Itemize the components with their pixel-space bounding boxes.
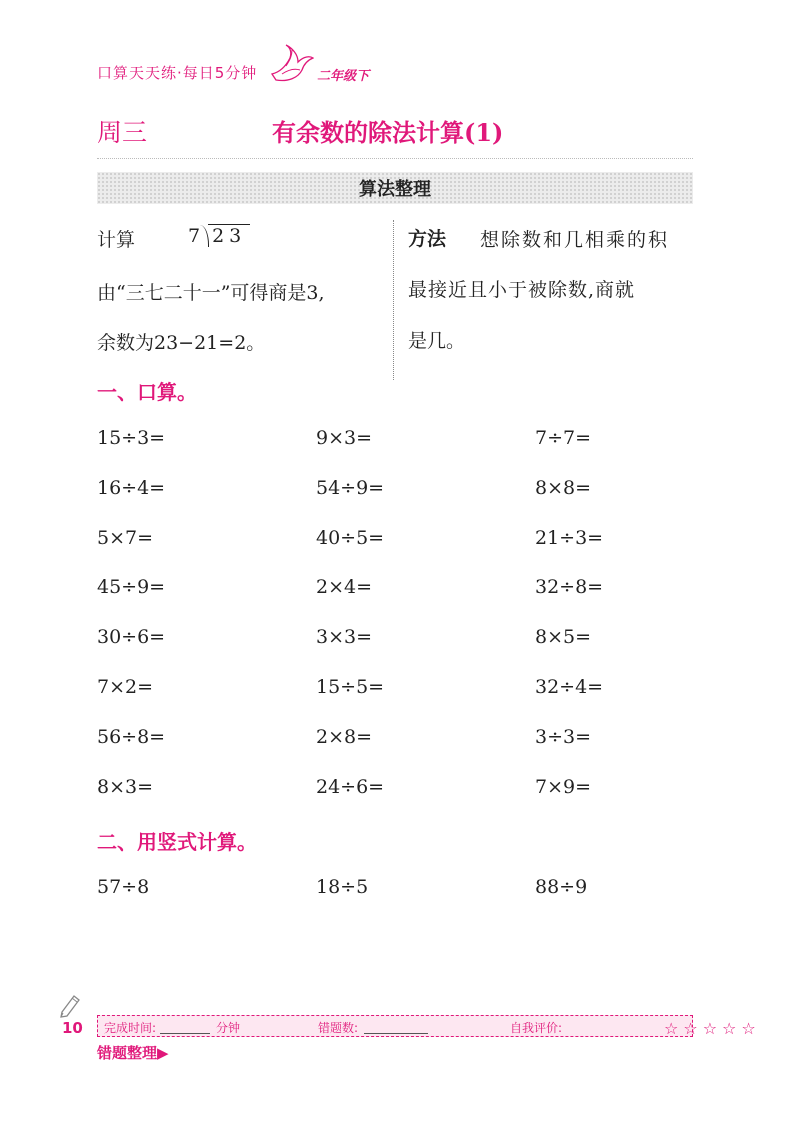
vertical-problem: 57÷8 [97,876,150,898]
divisor: 7 [188,225,201,247]
pencil-icon [58,990,82,1018]
example-line-2: 余数为23−21=2。 [97,332,266,354]
oral-problem: 40÷5= [316,527,385,549]
oral-problem: 8×5= [535,626,592,648]
method-line-1: 想除数和几相乘的积 [480,229,670,251]
oral-problem: 3×3= [316,626,373,648]
oral-problem: 8×3= [97,776,154,798]
division-bracket [200,224,250,247]
example-line-1: 由“三七二十一”可得商是3, [97,282,325,304]
oral-problem: 45÷9= [97,576,166,598]
vertical-problem: 18÷5 [316,876,369,898]
oral-problem: 7÷7= [535,427,592,449]
section-vertical-title: 二、用竖式计算。 [97,830,257,854]
oral-problem: 32÷4= [535,676,604,698]
progress-footer [97,1015,761,1038]
oral-problem: 16÷4= [97,477,166,499]
method-line-3: 是几。 [408,330,466,352]
oral-problem: 2×8= [316,726,373,748]
grade-label: 二年级下 [317,69,370,84]
section-oral-title: 一、口算。 [97,380,197,404]
column-divider [393,220,394,380]
oral-problem: 56÷8= [97,726,166,748]
series-title: 口算天天练·每日5分钟 [97,64,258,82]
dove-icon [268,44,314,84]
oral-problem: 9×3= [316,427,373,449]
example-label: 计算 [97,229,136,251]
rating-label: 自我评价: [510,1021,563,1035]
time-unit: 分钟 [216,1021,241,1035]
oral-problem: 5×7= [97,527,154,549]
oral-problem: 7×2= [97,676,154,698]
long-division [188,224,250,247]
oral-problem: 32÷8= [535,576,604,598]
oral-problem: 30÷6= [97,626,166,648]
oral-problem: 54÷9= [316,477,385,499]
method-label: 方法 [408,228,447,250]
header-divider [97,158,693,159]
oral-problem: 15÷5= [316,676,385,698]
day-label: 周三 [97,118,148,147]
oral-problem: 2×4= [316,576,373,598]
method-banner: 算法整理 [97,172,693,204]
rating-stars[interactable]: ☆☆☆☆☆ [664,1019,761,1038]
method-line-2: 最接近且小于被除数,商就 [408,279,636,301]
oral-problem: 7×9= [535,776,592,798]
time-blank[interactable] [160,1022,210,1034]
dividend: 23 [208,224,250,247]
oral-problem: 8×8= [535,477,592,499]
oral-problem: 15÷3= [97,427,166,449]
errors-label: 错题数: [318,1021,359,1035]
time-label: 完成时间: [104,1021,157,1035]
vertical-problem: 88÷9 [535,876,588,898]
errors-blank[interactable] [364,1022,428,1034]
oral-problem: 21÷3= [535,527,604,549]
error-review-label: 错题整理▶ [97,1044,169,1062]
oral-problem: 24÷6= [316,776,385,798]
oral-problem: 3÷3= [535,726,592,748]
page-title: 有余数的除法计算(1) [272,118,504,147]
page-number: 10 [62,1019,83,1037]
